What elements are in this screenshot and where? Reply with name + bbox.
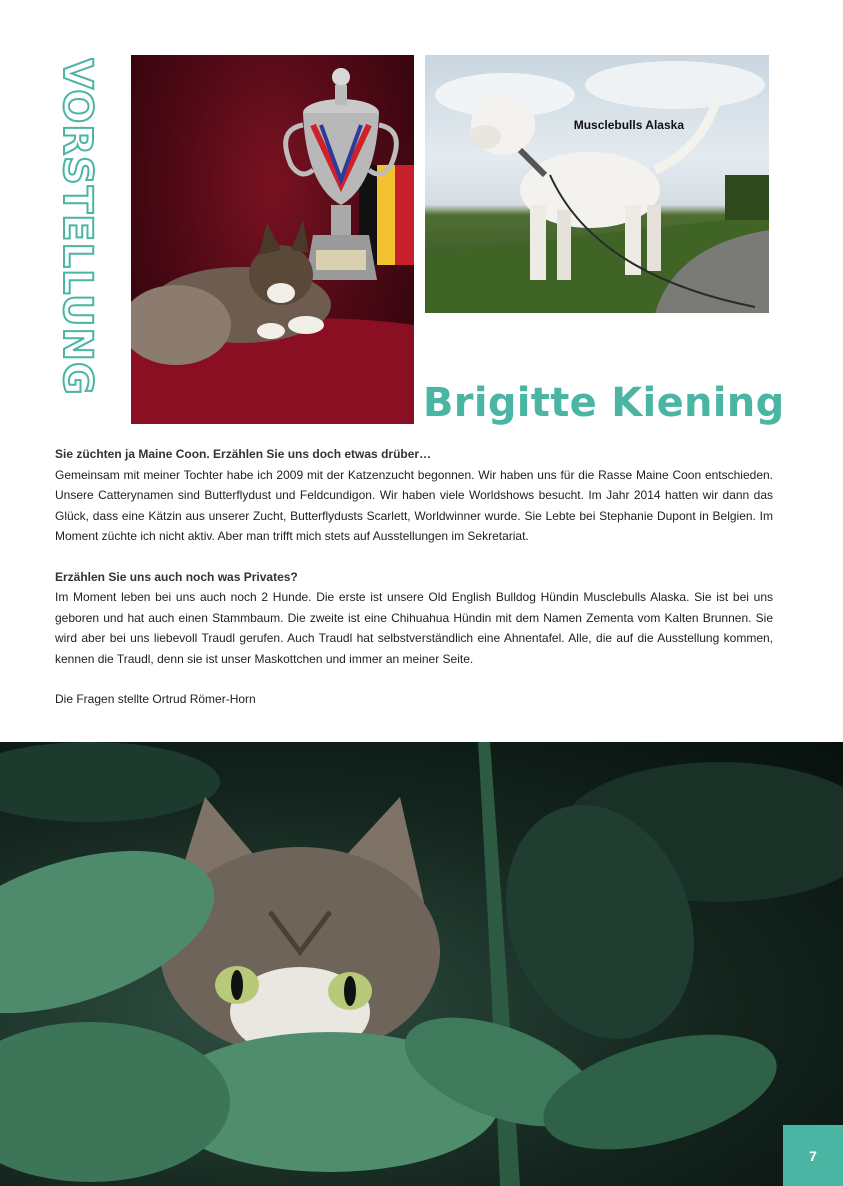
dog-photo-caption: Musclebulls Alaska (573, 118, 684, 132)
interviewee-name-heading: Brigitte Kiening (423, 380, 785, 426)
section-title-vertical (52, 58, 104, 418)
interviewer-credit: Die Fragen stellte Ortrud Römer-Horn (55, 692, 256, 706)
bulldog-illustration (425, 55, 769, 313)
section-title-text: VORSTELLUNG (54, 58, 100, 396)
photo-bulldog (425, 55, 769, 313)
answer-1: Gemeinsam mit meiner Tochter habe ich 2009 mit der Katzenzucht begonnen. Wir haben uns für die Rasse Maine Coon entschieden. Unsere Catterynamen sind Butterflydust und Feldcundigon. Wir haben viele Worldshows besucht. Im Jahr 2014 hatten wir dann das Glück, dass eine Kätzin aus unserer Zucht, Butterflydusts Scarlett, Worldwinner wurde. Sie Lebte bei Stephanie Dupont in Belgien. Im Moment züchte ich nicht aktiv. Aber man trifft mich stets auf Ausstellungen im Sekretariat. (55, 467, 773, 543)
photo-tabby-cat-in-leaves (0, 742, 843, 1186)
question-1: Sie züchten ja Maine Coon. Erzählen Sie uns doch etwas drüber… (55, 447, 432, 461)
page-number-badge: 7 (783, 1125, 843, 1186)
answer-2: Im Moment leben bei uns auch noch 2 Hunde. Die erste ist unsere Old English Bulldog Hündin Musclebulls Alaska. Sie ist bei uns geboren und hat auch einen Stammbaum. Die zweite ist eine Chihuahua Hündin mit dem Namen Zementa vom Kalten Brunnen. Sie wird aber bei uns liebevoll Traudl gerufen. Auch Traudl hat selbstverständlich eine Ahnentafel. Alle, die auf die Ausstellung kommen, kennen die Traudl, denn sie ist unser Maskottchen und immer an meiner Seite. (55, 590, 773, 666)
interview-article (55, 444, 773, 710)
photo-maine-coon-trophy (131, 55, 414, 424)
question-2: Erzählen Sie uns auch noch was Privates? (55, 569, 298, 584)
tabby-cat-illustration (0, 742, 843, 1186)
cat-trophy-illustration (131, 55, 414, 424)
